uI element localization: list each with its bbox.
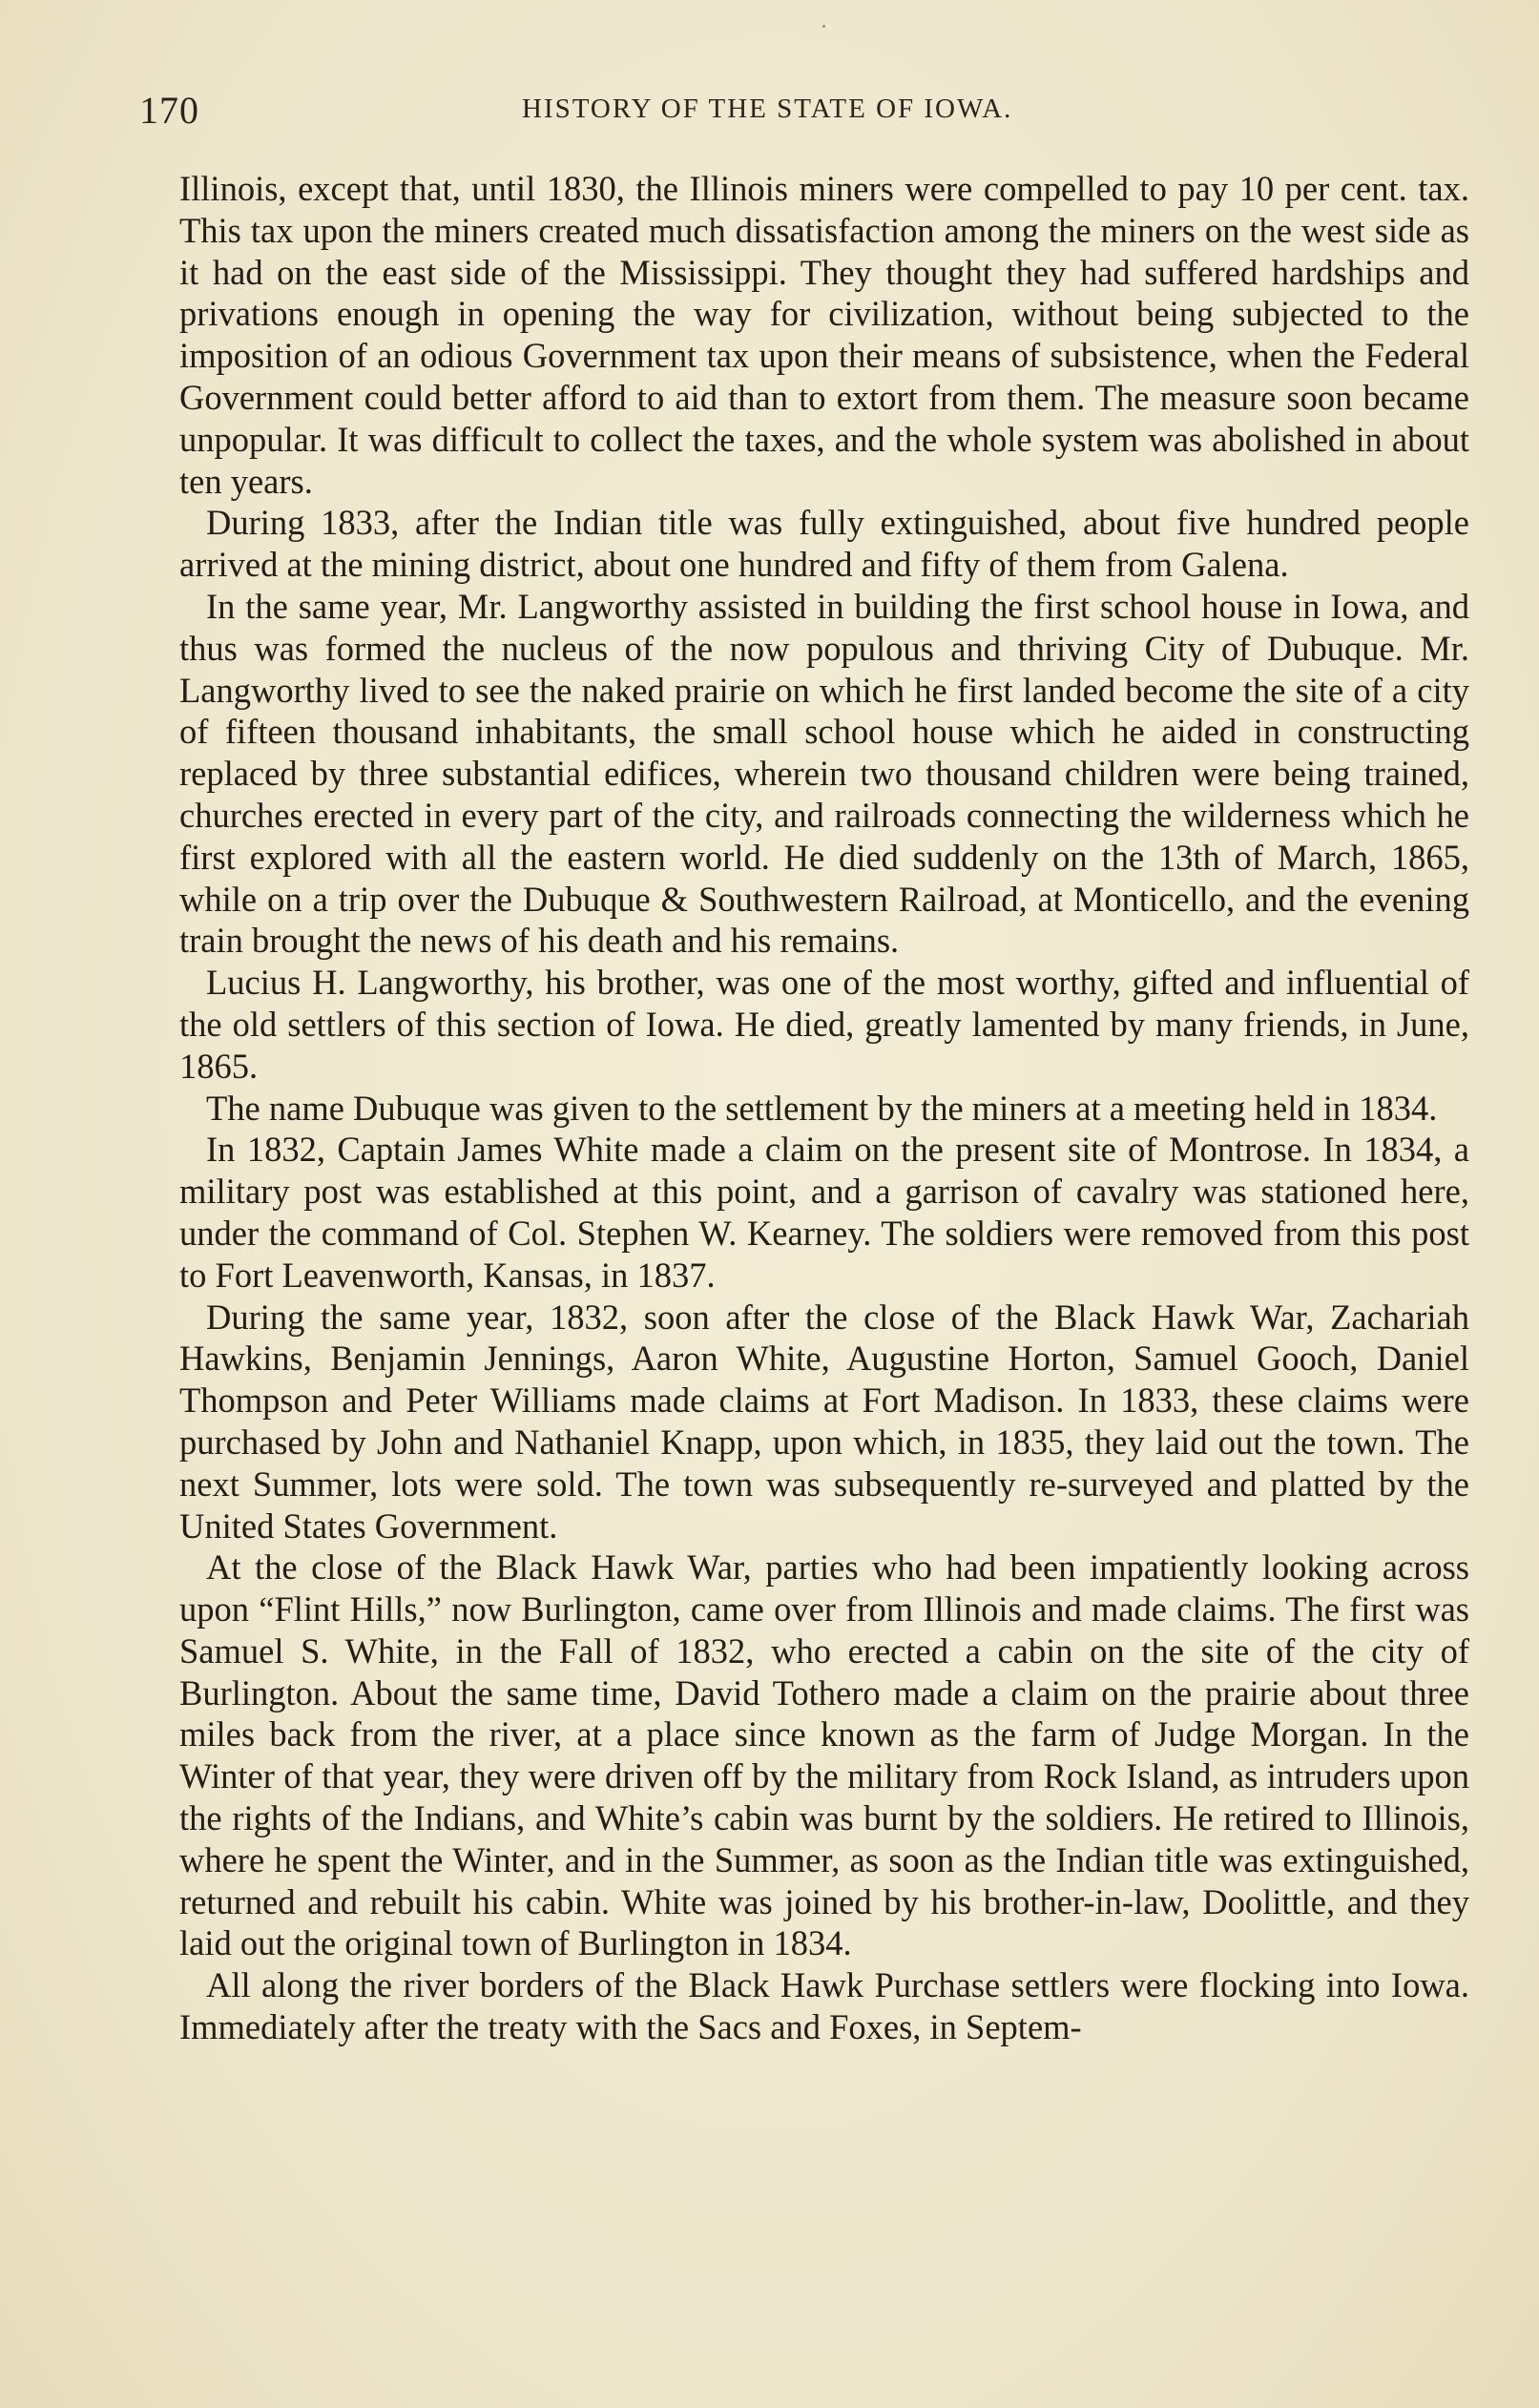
paragraph-langworthy-school: In the same year, Mr. Langworthy assisted in building the first school house in Iowa, and thus was formed the nucleus of the now populous and thriving City of Dubuque. Mr. Langworthy lived to see the naked prairie on which he first landed become the site of a city of fifteen thousand inhabitants, the small school house which he aided in constructing replaced by three substantial edifices, wherein two thousand children were being trained, churches erected in every part of the city, and railroads connecting the wilderness which he first explored with all the eastern world. He died suddenly on the 13th of March, 1865, while on a trip over the Dubuque & Southwestern Railroad, at Monticello, and the evening train brought the news of his death and his remains. <box>179 586 1469 961</box>
running-head: HISTORY OF THE STATE OF IOWA. <box>522 93 1013 124</box>
paragraph-burlington: At the close of the Black Hawk War, parties who had been impatiently looking across upon “Flint Hills,” now Burlington, came over from Illinois and made claims. The first was Samuel S. White, in the Fall of 1832, who erected a cabin on the site of the city of Burlington. About the same time, David Tothero made a claim on the prairie about three miles back from the river, at a place since known as the farm of Judge Morgan. In the Winter of that year, they were driven off by the military from Rock Island, as intruders upon the rights of the Indians, and White’s cabin was burnt by the soldiers. He retired to Illinois, where he spent the Winter, and in the Summer, as soon as the Indian title was extinguished, returned and rebuilt his cabin. White was joined by his brother-in-law, Doolittle, and they laid out the original town of Burlington in 1834. <box>179 1547 1469 1963</box>
body-text <box>179 168 1469 2048</box>
paragraph-illinois-tax: Illinois, except that, until 1830, the Illinois miners were compelled to pay 10 per cent. tax. This tax upon the miners created much dissatisfaction among the miners on the west side as it had on the east side of the Mississippi. They thought they had suffered hardships and privations enough in opening the way for civilization, without being subjected to the imposition of an odious Government tax upon their means of subsistence, when the Federal Government could better afford to aid than to extort from them. The measure soon became unpopular. It was difficult to collect the taxes, and the whole system was abolished in about ten years. <box>179 169 1469 501</box>
paragraph-lucius-langworthy: Lucius H. Langworthy, his brother, was one of the most worthy, gifted and influential of the old settlers of this section of Iowa. He died, greatly lamented by many friends, in June, 1865. <box>179 963 1469 1086</box>
page-header <box>135 88 1471 145</box>
paragraph-dubuque-name: The name Dubuque was given to the settlement by the miners at a meeting held in 1834. <box>206 1088 1438 1128</box>
paragraph-river-borders: All along the river borders of the Black Hawk Purchase settlers were flocking into Iowa. Immediately after the treaty with the Sacs and Foxes, in Septem- <box>179 1965 1469 2047</box>
paper-speck <box>822 25 825 28</box>
paragraph-montrose: In 1832, Captain James White made a claim on the present site of Montrose. In 1834, a military post was established at this point, and a garrison of cavalry was stationed here, under the command of Col. Stephen W. Kearney. The soldiers were removed from this post to Fort Leavenworth, Kansas, in 1837. <box>179 1130 1469 1295</box>
paragraph-1833-arrivals: During 1833, after the Indian title was fully extinguished, about five hundred people arrived at the mining district, about one hundred and fifty of them from Galena. <box>179 503 1469 585</box>
paragraph-fort-madison: During the same year, 1832, soon after the close of the Black Hawk War, Zachariah Hawkins, Benjamin Jennings, Aaron White, Augustine Horton, Samuel Gooch, Daniel Thompson and Peter Williams made claims at Fort Madison. In 1833, these claims were purchased by John and Nathaniel Knapp, upon which, in 1835, they laid out the town. The next Summer, lots were sold. The town was subsequently re-surveyed and platted by the United States Government. <box>179 1297 1469 1546</box>
page-number: 170 <box>139 89 199 132</box>
